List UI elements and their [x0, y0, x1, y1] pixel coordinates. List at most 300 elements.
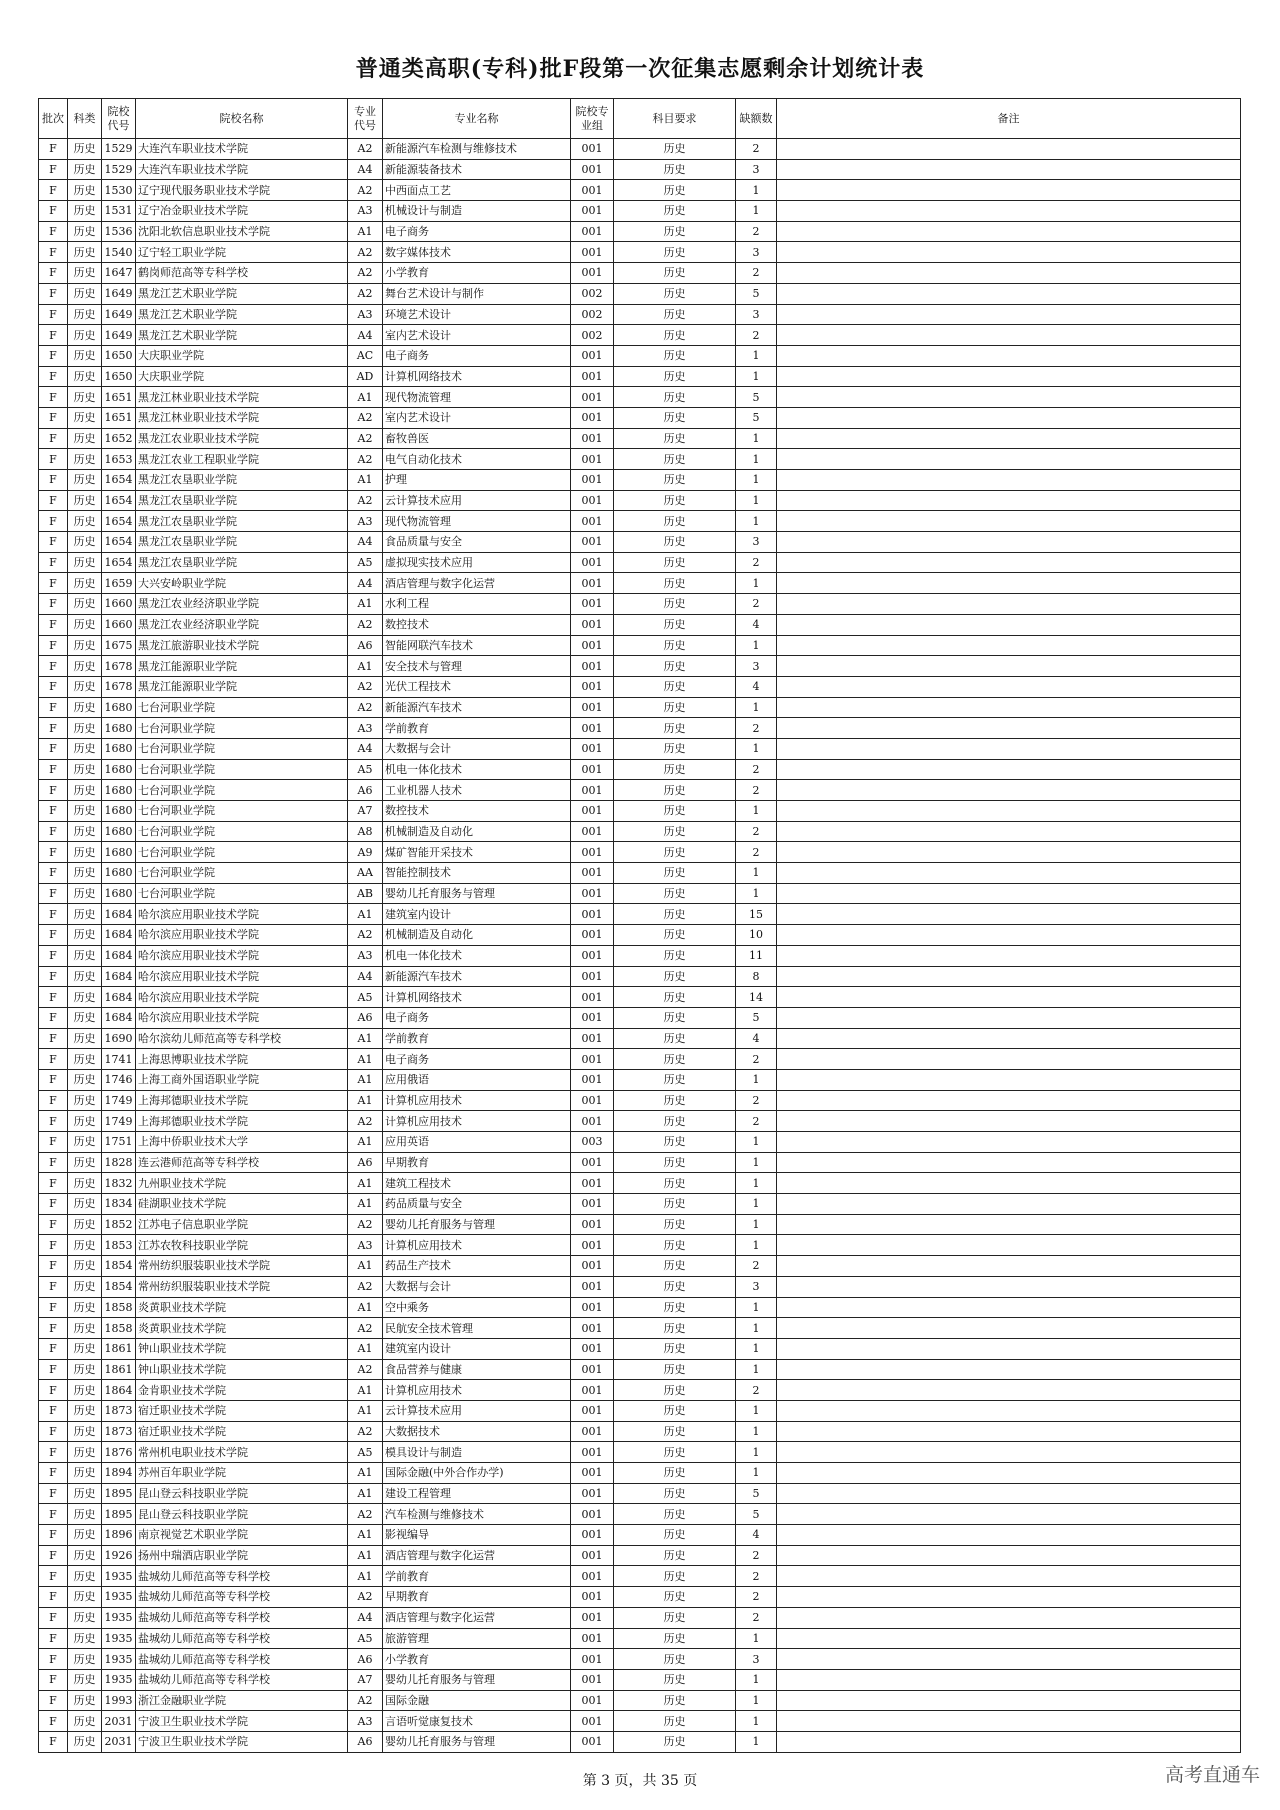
school-code-cell: 1680 — [102, 863, 136, 884]
note-cell — [777, 1359, 1241, 1380]
school-name-cell: 宁波卫生职业技术学院 — [136, 1731, 348, 1752]
major-name-cell: 电子商务 — [383, 221, 571, 242]
group-cell: 001 — [571, 387, 614, 408]
major-name-cell: 现代物流管理 — [383, 387, 571, 408]
vacancy-cell: 2 — [736, 821, 777, 842]
batch-cell: F — [39, 904, 68, 925]
subject-cell: 历史 — [614, 1566, 736, 1587]
major-name-cell: 现代物流管理 — [383, 511, 571, 532]
school-code-cell: 1659 — [102, 573, 136, 594]
school-name-cell: 黑龙江农业经济职业学院 — [136, 614, 348, 635]
major-name-cell: 应用俄语 — [383, 1069, 571, 1090]
vacancy-cell: 5 — [736, 1483, 777, 1504]
group-cell: 001 — [571, 1049, 614, 1070]
subject-cell: 历史 — [614, 1442, 736, 1463]
table-row — [39, 1566, 1241, 1587]
school-code-cell: 1854 — [102, 1276, 136, 1297]
note-cell — [777, 1276, 1241, 1297]
vacancy-cell: 11 — [736, 945, 777, 966]
group-cell: 001 — [571, 1442, 614, 1463]
category-cell: 历史 — [68, 842, 102, 863]
school-code-cell: 1650 — [102, 366, 136, 387]
subject-cell: 历史 — [614, 1690, 736, 1711]
table-row — [39, 180, 1241, 201]
school-name-cell: 宿迁职业技术学院 — [136, 1400, 348, 1421]
subject-cell: 历史 — [614, 1338, 736, 1359]
group-cell: 001 — [571, 1318, 614, 1339]
subject-cell: 历史 — [614, 904, 736, 925]
vacancy-cell: 1 — [736, 345, 777, 366]
school-code-cell: 1861 — [102, 1359, 136, 1380]
table-row — [39, 1111, 1241, 1132]
note-cell — [777, 738, 1241, 759]
batch-cell: F — [39, 552, 68, 573]
category-cell: 历史 — [68, 1442, 102, 1463]
table-row — [39, 1276, 1241, 1297]
batch-cell: F — [39, 490, 68, 511]
subject-cell: 历史 — [614, 738, 736, 759]
category-cell: 历史 — [68, 821, 102, 842]
table-row — [39, 325, 1241, 346]
major-name-cell: 酒店管理与数字化运营 — [383, 1545, 571, 1566]
batch-cell: F — [39, 1132, 68, 1153]
major-name-cell: 虚拟现实技术应用 — [383, 552, 571, 573]
group-cell: 001 — [571, 1297, 614, 1318]
group-cell: 001 — [571, 966, 614, 987]
note-cell — [777, 1338, 1241, 1359]
school-code-cell: 1680 — [102, 718, 136, 739]
batch-cell: F — [39, 1587, 68, 1608]
category-cell: 历史 — [68, 139, 102, 160]
batch-cell: F — [39, 180, 68, 201]
school-code-cell: 1751 — [102, 1132, 136, 1153]
batch-cell: F — [39, 821, 68, 842]
table-row — [39, 1587, 1241, 1608]
subject-cell: 历史 — [614, 1504, 736, 1525]
school-code-cell: 1935 — [102, 1669, 136, 1690]
subject-cell: 历史 — [614, 304, 736, 325]
table-row — [39, 366, 1241, 387]
major-code-cell: A2 — [348, 1214, 383, 1235]
note-cell — [777, 1152, 1241, 1173]
major-code-cell: A1 — [348, 1090, 383, 1111]
vacancy-cell: 1 — [736, 201, 777, 222]
page-footer: 第 3 页，共 35 页 — [582, 1773, 698, 1789]
major-name-cell: 机械制造及自动化 — [383, 821, 571, 842]
school-name-cell: 盐城幼儿师范高等专科学校 — [136, 1628, 348, 1649]
school-code-cell: 1647 — [102, 263, 136, 284]
category-cell: 历史 — [68, 1545, 102, 1566]
group-cell: 001 — [571, 1421, 614, 1442]
vacancy-cell: 1 — [736, 180, 777, 201]
vacancy-cell: 1 — [736, 1711, 777, 1732]
note-cell — [777, 449, 1241, 470]
school-name-cell: 七台河职业学院 — [136, 842, 348, 863]
group-cell: 001 — [571, 449, 614, 470]
note-cell — [777, 904, 1241, 925]
group-cell: 001 — [571, 1649, 614, 1670]
note-cell — [777, 1049, 1241, 1070]
major-code-cell: A6 — [348, 1649, 383, 1670]
category-cell: 历史 — [68, 221, 102, 242]
note-cell — [777, 1421, 1241, 1442]
school-code-cell: 1832 — [102, 1173, 136, 1194]
major-code-cell: A1 — [348, 1525, 383, 1546]
batch-cell: F — [39, 1504, 68, 1525]
group-cell: 001 — [571, 490, 614, 511]
vacancy-cell: 1 — [736, 697, 777, 718]
major-name-cell: 机电一体化技术 — [383, 759, 571, 780]
group-cell: 001 — [571, 1111, 614, 1132]
school-code-cell: 1652 — [102, 428, 136, 449]
school-name-cell: 黑龙江农垦职业学院 — [136, 490, 348, 511]
school-code-cell: 1861 — [102, 1338, 136, 1359]
category-cell: 历史 — [68, 904, 102, 925]
table-row — [39, 552, 1241, 573]
note-cell — [777, 697, 1241, 718]
batch-cell: F — [39, 966, 68, 987]
major-code-cell: A5 — [348, 552, 383, 573]
table-row — [39, 1297, 1241, 1318]
category-cell: 历史 — [68, 1090, 102, 1111]
group-cell: 001 — [571, 1628, 614, 1649]
school-code-cell: 1650 — [102, 345, 136, 366]
major-code-cell: A1 — [348, 1049, 383, 1070]
category-cell: 历史 — [68, 1628, 102, 1649]
table-row — [39, 201, 1241, 222]
vacancy-cell: 3 — [736, 159, 777, 180]
subject-cell: 历史 — [614, 366, 736, 387]
table-row — [39, 1483, 1241, 1504]
school-code-cell: 1852 — [102, 1214, 136, 1235]
group-cell: 001 — [571, 1504, 614, 1525]
subject-cell: 历史 — [614, 801, 736, 822]
subject-cell: 历史 — [614, 1711, 736, 1732]
note-cell — [777, 201, 1241, 222]
header-school-name: 院校名称 — [136, 99, 348, 139]
school-code-cell: 1530 — [102, 180, 136, 201]
group-cell: 001 — [571, 1525, 614, 1546]
subject-cell: 历史 — [614, 1483, 736, 1504]
vacancy-cell: 15 — [736, 904, 777, 925]
major-code-cell: A1 — [348, 1483, 383, 1504]
batch-cell: F — [39, 201, 68, 222]
school-name-cell: 江苏农牧科技职业学院 — [136, 1235, 348, 1256]
subject-cell: 历史 — [614, 614, 736, 635]
table-row — [39, 1628, 1241, 1649]
major-name-cell: 工业机器人技术 — [383, 780, 571, 801]
major-code-cell: A1 — [348, 1297, 383, 1318]
major-code-cell: A4 — [348, 738, 383, 759]
batch-cell: F — [39, 470, 68, 491]
major-name-cell: 煤矿智能开采技术 — [383, 842, 571, 863]
vacancy-cell: 2 — [736, 552, 777, 573]
category-cell: 历史 — [68, 180, 102, 201]
batch-cell: F — [39, 366, 68, 387]
table-row — [39, 945, 1241, 966]
batch-cell: F — [39, 573, 68, 594]
group-cell: 001 — [571, 1690, 614, 1711]
school-code-cell: 1651 — [102, 407, 136, 428]
batch-cell: F — [39, 1069, 68, 1090]
vacancy-cell: 1 — [736, 1463, 777, 1484]
school-code-cell: 1536 — [102, 221, 136, 242]
major-code-cell: A2 — [348, 139, 383, 160]
group-cell: 001 — [571, 201, 614, 222]
table-row — [39, 718, 1241, 739]
note-cell — [777, 1483, 1241, 1504]
category-cell: 历史 — [68, 863, 102, 884]
subject-cell: 历史 — [614, 1400, 736, 1421]
category-cell: 历史 — [68, 925, 102, 946]
school-code-cell: 1680 — [102, 780, 136, 801]
major-name-cell: 早期教育 — [383, 1152, 571, 1173]
group-cell: 001 — [571, 1463, 614, 1484]
vacancy-cell: 1 — [736, 449, 777, 470]
subject-cell: 历史 — [614, 1421, 736, 1442]
batch-cell: F — [39, 1090, 68, 1111]
batch-cell: F — [39, 925, 68, 946]
major-code-cell: A6 — [348, 780, 383, 801]
category-cell: 历史 — [68, 511, 102, 532]
school-code-cell: 1895 — [102, 1504, 136, 1525]
vacancy-cell: 14 — [736, 987, 777, 1008]
school-name-cell: 黑龙江林业职业技术学院 — [136, 407, 348, 428]
category-cell: 历史 — [68, 552, 102, 573]
category-cell: 历史 — [68, 366, 102, 387]
table-row — [39, 1504, 1241, 1525]
group-cell: 001 — [571, 614, 614, 635]
batch-cell: F — [39, 1442, 68, 1463]
school-code-cell: 1654 — [102, 532, 136, 553]
school-code-cell: 1746 — [102, 1069, 136, 1090]
group-cell: 001 — [571, 863, 614, 884]
school-code-cell: 1649 — [102, 325, 136, 346]
school-name-cell: 上海邦德职业技术学院 — [136, 1090, 348, 1111]
major-name-cell: 数字媒体技术 — [383, 242, 571, 263]
major-code-cell: A5 — [348, 1628, 383, 1649]
subject-cell: 历史 — [614, 1132, 736, 1153]
subject-cell: 历史 — [614, 201, 736, 222]
subject-cell: 历史 — [614, 1256, 736, 1277]
major-name-cell: 智能控制技术 — [383, 863, 571, 884]
major-code-cell: A2 — [348, 1421, 383, 1442]
vacancy-cell: 2 — [736, 325, 777, 346]
major-name-cell: 计算机网络技术 — [383, 366, 571, 387]
major-name-cell: 酒店管理与数字化运营 — [383, 573, 571, 594]
table-row — [39, 697, 1241, 718]
vacancy-cell: 1 — [736, 635, 777, 656]
major-code-cell: A2 — [348, 925, 383, 946]
major-code-cell: A2 — [348, 1111, 383, 1132]
major-name-cell: 空中乘务 — [383, 1297, 571, 1318]
vacancy-cell: 4 — [736, 676, 777, 697]
table-row — [39, 1421, 1241, 1442]
major-name-cell: 计算机应用技术 — [383, 1235, 571, 1256]
group-cell: 001 — [571, 159, 614, 180]
batch-cell: F — [39, 1566, 68, 1587]
major-code-cell: A1 — [348, 470, 383, 491]
group-cell: 001 — [571, 1028, 614, 1049]
note-cell — [777, 325, 1241, 346]
school-name-cell: 黑龙江农垦职业学院 — [136, 552, 348, 573]
major-name-cell: 机械制造及自动化 — [383, 925, 571, 946]
category-cell: 历史 — [68, 201, 102, 222]
major-name-cell: 模具设计与制造 — [383, 1442, 571, 1463]
major-name-cell: 护理 — [383, 470, 571, 491]
note-cell — [777, 283, 1241, 304]
subject-cell: 历史 — [614, 987, 736, 1008]
note-cell — [777, 159, 1241, 180]
major-name-cell: 汽车检测与维修技术 — [383, 1504, 571, 1525]
vacancy-cell: 5 — [736, 283, 777, 304]
major-name-cell: 安全技术与管理 — [383, 656, 571, 677]
major-name-cell: 建设工程管理 — [383, 1483, 571, 1504]
group-cell: 001 — [571, 904, 614, 925]
group-cell: 001 — [571, 1380, 614, 1401]
table-row — [39, 656, 1241, 677]
category-cell: 历史 — [68, 987, 102, 1008]
school-name-cell: 沈阳北软信息职业技术学院 — [136, 221, 348, 242]
group-cell: 001 — [571, 1545, 614, 1566]
major-code-cell: A1 — [348, 221, 383, 242]
major-name-cell: 国际金融 — [383, 1690, 571, 1711]
subject-cell: 历史 — [614, 1111, 736, 1132]
category-cell: 历史 — [68, 759, 102, 780]
subject-cell: 历史 — [614, 966, 736, 987]
batch-cell: F — [39, 945, 68, 966]
school-name-cell: 浙江金融职业学院 — [136, 1690, 348, 1711]
subject-cell: 历史 — [614, 1380, 736, 1401]
note-cell — [777, 1669, 1241, 1690]
vacancy-cell: 1 — [736, 1132, 777, 1153]
school-code-cell: 1684 — [102, 904, 136, 925]
category-cell: 历史 — [68, 1276, 102, 1297]
group-cell: 001 — [571, 1400, 614, 1421]
group-cell: 002 — [571, 283, 614, 304]
batch-cell: F — [39, 221, 68, 242]
category-cell: 历史 — [68, 1566, 102, 1587]
school-code-cell: 1680 — [102, 883, 136, 904]
category-cell: 历史 — [68, 1587, 102, 1608]
note-cell — [777, 1731, 1241, 1752]
note-cell — [777, 676, 1241, 697]
category-cell: 历史 — [68, 1318, 102, 1339]
major-code-cell: A2 — [348, 676, 383, 697]
group-cell: 001 — [571, 470, 614, 491]
table-row — [39, 1235, 1241, 1256]
school-code-cell: 1741 — [102, 1049, 136, 1070]
major-code-cell: A4 — [348, 966, 383, 987]
note-cell — [777, 1235, 1241, 1256]
major-code-cell: A1 — [348, 1194, 383, 1215]
school-name-cell: 辽宁现代服务职业技术学院 — [136, 180, 348, 201]
major-name-cell: 大数据与会计 — [383, 1276, 571, 1297]
school-code-cell: 1828 — [102, 1152, 136, 1173]
major-name-cell: 数控技术 — [383, 801, 571, 822]
note-cell — [777, 221, 1241, 242]
note-cell — [777, 718, 1241, 739]
table-row — [39, 449, 1241, 470]
major-code-cell: A2 — [348, 614, 383, 635]
table-row — [39, 387, 1241, 408]
note-cell — [777, 1380, 1241, 1401]
major-code-cell: A1 — [348, 387, 383, 408]
batch-cell: F — [39, 1173, 68, 1194]
school-name-cell: 黑龙江农垦职业学院 — [136, 470, 348, 491]
note-cell — [777, 842, 1241, 863]
school-name-cell: 连云港师范高等专科学校 — [136, 1152, 348, 1173]
category-cell: 历史 — [68, 1525, 102, 1546]
subject-cell: 历史 — [614, 532, 736, 553]
note-cell — [777, 1711, 1241, 1732]
batch-cell: F — [39, 304, 68, 325]
vacancy-cell: 1 — [736, 1442, 777, 1463]
school-code-cell: 1678 — [102, 656, 136, 677]
group-cell: 001 — [571, 139, 614, 160]
vacancy-cell: 2 — [736, 1090, 777, 1111]
major-name-cell: 婴幼儿托育服务与管理 — [383, 1731, 571, 1752]
note-cell — [777, 759, 1241, 780]
category-cell: 历史 — [68, 532, 102, 553]
school-code-cell: 1935 — [102, 1628, 136, 1649]
vacancy-cell: 1 — [736, 1069, 777, 1090]
batch-cell: F — [39, 863, 68, 884]
major-name-cell: 电气自动化技术 — [383, 449, 571, 470]
subject-cell: 历史 — [614, 1731, 736, 1752]
major-name-cell: 食品质量与安全 — [383, 532, 571, 553]
note-cell — [777, 1545, 1241, 1566]
category-cell: 历史 — [68, 1669, 102, 1690]
category-cell: 历史 — [68, 738, 102, 759]
major-name-cell: 建筑工程技术 — [383, 1173, 571, 1194]
group-cell: 003 — [571, 1132, 614, 1153]
note-cell — [777, 925, 1241, 946]
subject-cell: 历史 — [614, 387, 736, 408]
category-cell: 历史 — [68, 718, 102, 739]
major-name-cell: 婴幼儿托育服务与管理 — [383, 1669, 571, 1690]
note-cell — [777, 883, 1241, 904]
school-code-cell: 1680 — [102, 697, 136, 718]
school-name-cell: 黑龙江艺术职业学院 — [136, 304, 348, 325]
school-code-cell: 1654 — [102, 470, 136, 491]
school-name-cell: 大庆职业学院 — [136, 345, 348, 366]
subject-cell: 历史 — [614, 1463, 736, 1484]
major-name-cell: 水利工程 — [383, 594, 571, 615]
major-name-cell: 数控技术 — [383, 614, 571, 635]
batch-cell: F — [39, 242, 68, 263]
school-code-cell: 1926 — [102, 1545, 136, 1566]
major-name-cell: 电子商务 — [383, 1049, 571, 1070]
school-name-cell: 哈尔滨应用职业技术学院 — [136, 904, 348, 925]
vacancy-cell: 3 — [736, 532, 777, 553]
category-cell: 历史 — [68, 1463, 102, 1484]
category-cell: 历史 — [68, 283, 102, 304]
subject-cell: 历史 — [614, 821, 736, 842]
school-code-cell: 1680 — [102, 821, 136, 842]
vacancy-cell: 4 — [736, 1525, 777, 1546]
school-name-cell: 七台河职业学院 — [136, 697, 348, 718]
major-name-cell: 环境艺术设计 — [383, 304, 571, 325]
vacancy-cell: 1 — [736, 1421, 777, 1442]
school-name-cell: 黑龙江艺术职业学院 — [136, 283, 348, 304]
subject-cell: 历史 — [614, 407, 736, 428]
table-row — [39, 1090, 1241, 1111]
batch-cell: F — [39, 759, 68, 780]
table-row — [39, 925, 1241, 946]
major-code-cell: A9 — [348, 842, 383, 863]
category-cell: 历史 — [68, 1359, 102, 1380]
